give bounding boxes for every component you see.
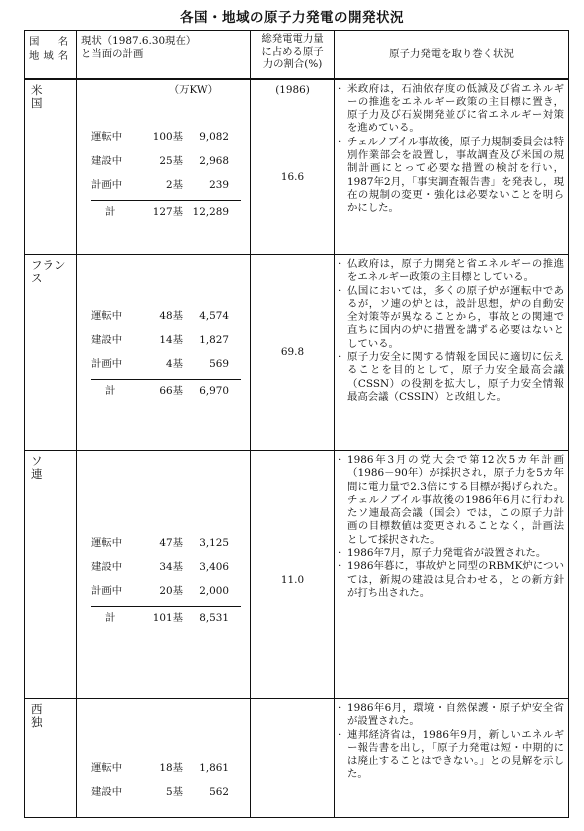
- ratio-value: 11.0: [280, 574, 305, 586]
- ratio-value: 16.6: [280, 170, 305, 183]
- stat-capacity: 1,827: [199, 334, 229, 347]
- stat-row: [91, 580, 241, 604]
- stat-label: 計: [105, 612, 116, 625]
- stat-label: 建設中: [91, 561, 123, 574]
- bullet-dot: ·: [338, 702, 342, 714]
- stat-label: 計画中: [91, 358, 123, 371]
- reactor-stats: [91, 126, 241, 225]
- table-row: [25, 79, 569, 255]
- country-name-text: 西独: [31, 702, 73, 730]
- table-row: [25, 699, 569, 818]
- stat-count: 101基: [152, 612, 183, 625]
- situation-note: [338, 702, 564, 729]
- stat-total-row: [91, 379, 241, 404]
- situation-note-text: チェルノブイル事故後，原子力規制委員会は特別作業部会を設置し，事故調査及び米国の規制計画にとって必要な措置の検討を行い，1987年2月，「事実調査報告書」を発表し，現在の規制の変更・強化は必要ないことを明らかにした。: [347, 135, 564, 215]
- stat-capacity: 6,970: [199, 385, 229, 398]
- status-cell: [77, 79, 251, 255]
- stat-capacity: 9,082: [199, 130, 229, 143]
- table-row: [25, 451, 569, 699]
- bullet-dot: ·: [338, 258, 342, 270]
- header-ratio-line2: に占める原子: [261, 45, 324, 58]
- situation-note-text: 1986年暮に，事故炉と同型のRBMK炉については，新規の建設は見合わせる，との新方針が打ち出された。: [347, 560, 564, 599]
- stat-label: 計画中: [91, 585, 123, 598]
- stat-row: [91, 556, 241, 580]
- stat-label: 運転中: [91, 762, 123, 775]
- nuclear-ratio-cell: [251, 255, 335, 451]
- stat-capacity: 3,125: [199, 537, 229, 550]
- stat-label: 計: [105, 205, 116, 218]
- stat-capacity: 569: [209, 358, 229, 371]
- bullet-dot: ·: [338, 135, 342, 148]
- status-cell: [77, 699, 251, 818]
- bullet-dot: ·: [338, 454, 342, 466]
- ratio-value: 69.8: [280, 346, 305, 358]
- bullet-dot: ·: [338, 351, 342, 364]
- stat-row: [91, 305, 241, 329]
- reactor-stats: [91, 305, 241, 404]
- country-name-text: ソ連: [31, 454, 73, 482]
- nuclear-ratio-cell: [251, 451, 335, 699]
- stat-capacity: 2,000: [199, 585, 229, 598]
- bullet-dot: ·: [338, 728, 342, 741]
- stat-count: 127基: [152, 205, 183, 218]
- situation-cell: [335, 451, 569, 699]
- header-status: [77, 31, 251, 79]
- stat-count: 5基: [165, 786, 183, 799]
- country-name: [25, 255, 77, 451]
- situation-note-text: 仏国においては，多くの原子炉が運転中であるが，ソ連の炉とは，設計思想，炉の自動安全対策等が異なることから，事故との関連で直ちに国内の炉に措置を講ずる必要はないとしている。: [347, 284, 564, 350]
- situation-note: [338, 285, 564, 351]
- header-country-line1: 国 名: [29, 36, 73, 48]
- situation-note: [338, 351, 564, 404]
- stat-row: [91, 532, 241, 556]
- situation-cell: [335, 255, 569, 451]
- stat-count: 4基: [165, 358, 183, 371]
- bullet-dot: ·: [338, 82, 342, 95]
- stat-count: 18基: [159, 762, 183, 775]
- stat-label: 建設中: [91, 786, 123, 799]
- stat-row: [91, 150, 241, 174]
- header-country: [25, 31, 77, 79]
- development-status-table: [24, 30, 569, 818]
- situation-note-text: 1986年7月，原子力発電省が設置された。: [347, 547, 547, 560]
- header-ratio-line1: 総発電電力量: [261, 33, 324, 45]
- country-name-text: 米国: [31, 82, 73, 110]
- header-ratio: [251, 31, 335, 79]
- stat-capacity: 1,861: [199, 762, 229, 775]
- table-row: [25, 255, 569, 451]
- situation-note: [338, 258, 564, 285]
- situation-cell: [335, 79, 569, 255]
- stat-capacity: 8,531: [199, 612, 229, 625]
- header-status-line2: と当面の計画: [81, 48, 144, 60]
- stat-count: 100基: [152, 130, 183, 143]
- stat-capacity: 562: [209, 786, 229, 799]
- nuclear-ratio-cell: [251, 79, 335, 255]
- unit-label: （万KW）: [168, 83, 218, 96]
- stat-count: 14基: [159, 334, 183, 347]
- situation-note: [338, 83, 564, 136]
- stat-count: 25基: [159, 154, 183, 167]
- header-situation: 原子力発電を取り巻く状況: [335, 31, 569, 79]
- situation-note-text: 米政府は，石油依存度の低減及び省エネルギーの推進をエネルギー政策の主目標に置き，原子力及び石炭開発並びに省エネルギー対策を進めている。: [347, 82, 564, 135]
- bullet-dot: ·: [338, 560, 342, 573]
- stat-label: 建設中: [91, 154, 123, 167]
- situation-note-text: 連邦経済省は，1986年9月，新しいエネルギー報告書を出し，「原子力発電は短・中期的には廃止することはできない。」との見解を示した。: [347, 728, 564, 781]
- stat-label: 計: [105, 385, 116, 398]
- status-cell: [77, 255, 251, 451]
- page-title: 各国・地域の原子力発電の開発状況: [180, 10, 404, 26]
- situation-note-text: 原子力安全に関する情報を国民に適切に伝えることを目的として，原子力安全最高会議（CSSN）の役割を拡大し，原子力安全情報最高会議（CSSIN）と改組した。: [347, 351, 564, 403]
- stat-count: 66基: [159, 385, 183, 398]
- stat-row: [91, 329, 241, 353]
- status-cell: [77, 451, 251, 699]
- situation-note: [338, 547, 564, 560]
- stat-capacity: 12,289: [192, 205, 229, 218]
- situation-note: [338, 136, 564, 216]
- stat-row: [91, 781, 241, 805]
- situation-note: [338, 560, 564, 600]
- situation-note: [338, 454, 564, 547]
- header-status-line1: 現状（1987.6.30現在）: [81, 35, 197, 47]
- stat-capacity: 239: [209, 178, 229, 191]
- bullet-dot: ·: [338, 284, 342, 297]
- country-name: [25, 451, 77, 699]
- stat-count: 34基: [159, 561, 183, 574]
- stat-total-row: [91, 200, 241, 225]
- nuclear-ratio-cell: [251, 699, 335, 818]
- stat-count: 47基: [159, 537, 183, 550]
- stat-count: 20基: [159, 585, 183, 598]
- stat-capacity: 2,968: [199, 154, 229, 167]
- stat-label: 運転中: [91, 537, 123, 550]
- country-name-text: フランス: [31, 258, 66, 286]
- situation-cell: [335, 699, 569, 818]
- stat-capacity: 3,406: [199, 561, 229, 574]
- stat-total-row: [91, 606, 241, 631]
- header-ratio-line3: 力の割合(%): [262, 58, 323, 70]
- stat-label: 計画中: [91, 178, 123, 191]
- reactor-stats: [91, 757, 241, 805]
- stat-capacity: 4,574: [199, 310, 229, 323]
- stat-label: 運転中: [91, 310, 123, 323]
- country-name: [25, 699, 77, 818]
- situation-note-text: 1986年6月，環境・自然保護・原子炉安全省が設置された。: [347, 702, 564, 728]
- stat-row: [91, 174, 241, 198]
- situation-note: [338, 729, 564, 782]
- bullet-dot: ·: [338, 547, 342, 560]
- stat-row: [91, 757, 241, 781]
- stat-label: 建設中: [91, 334, 123, 347]
- situation-note-text: 仏政府は，原子力開発と省エネルギーの推進をエネルギー政策の主目標としている。: [347, 258, 564, 284]
- stat-count: 48基: [159, 310, 183, 323]
- header-country-line2: 地域名: [29, 50, 73, 62]
- ratio-year: (1986): [275, 83, 310, 96]
- stat-row: [91, 353, 241, 377]
- situation-note-text: 1986年3月の党大会で第12次5カ年計画（1986－90年）が採択され，原子力を5カ年間に電力量で2.3倍にする目標が掲げられた。チェルノブイル事故後の1986年6月に行われたソ連最高会議（国会）では，この原子力計画の目標数値は変更されることなく，計画法として採択された。: [347, 454, 564, 546]
- country-name: [25, 79, 77, 255]
- stat-row: [91, 126, 241, 150]
- stat-label: 運転中: [91, 130, 123, 143]
- reactor-stats: [91, 532, 241, 631]
- stat-count: 2基: [165, 178, 183, 191]
